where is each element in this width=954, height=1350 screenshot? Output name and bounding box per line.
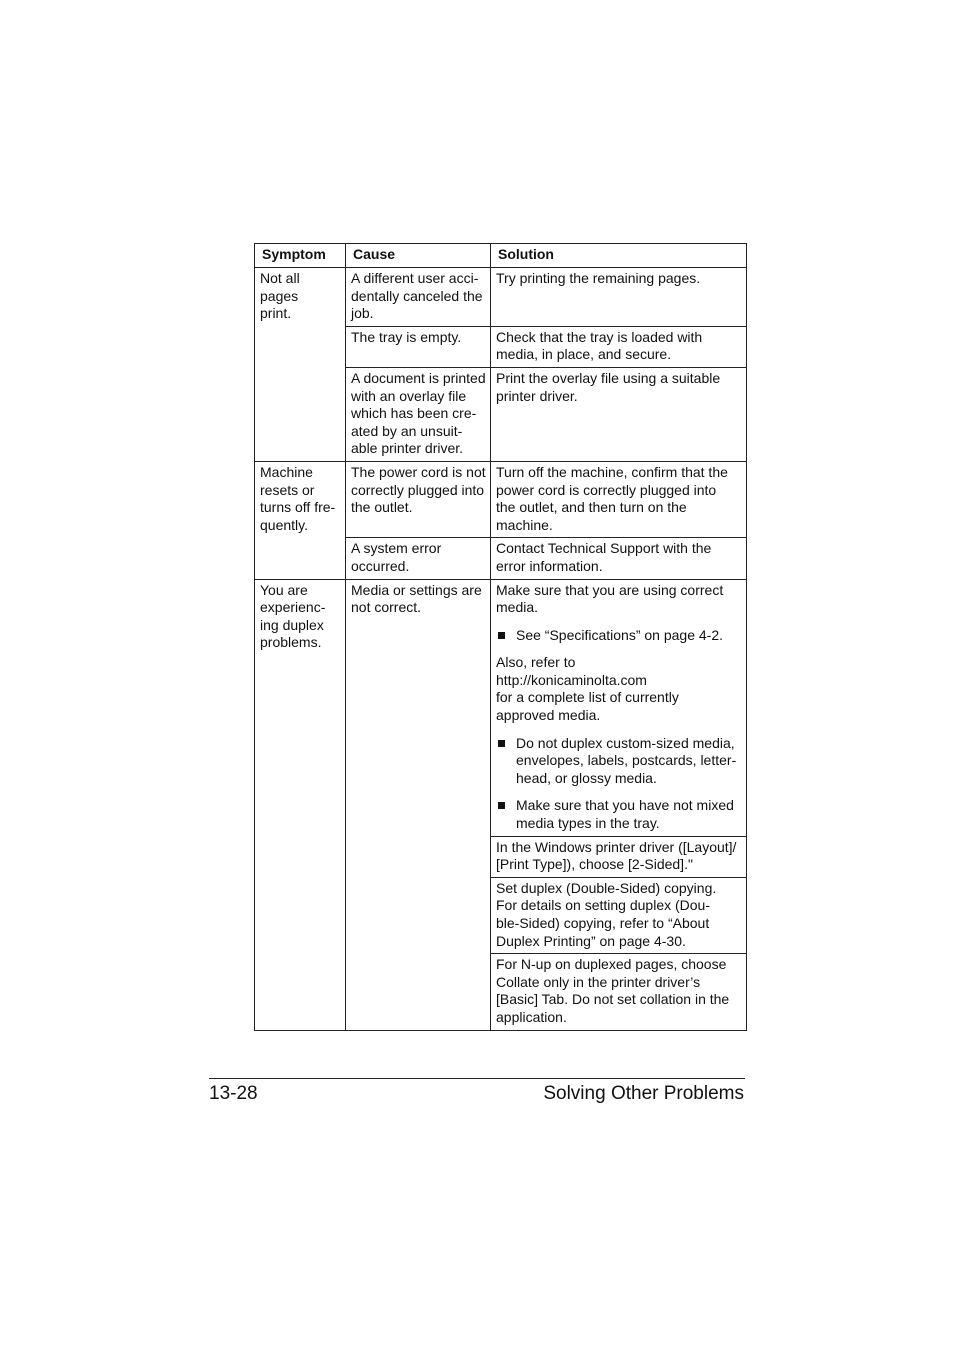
solution-line: For details on setting duplex (Dou- [496,897,710,914]
cause-line: ated by an unsuit- [351,422,463,439]
solution-line: media. [496,599,539,616]
header-cause: Cause [346,244,491,268]
solution-paragraph [496,540,742,575]
solution-line: media, in place, and secure. [496,346,672,363]
solution-paragraph [496,654,742,724]
solution-line: In the Windows printer driver ([Layout]/ [496,838,737,855]
bullet-line: Do not duplex custom-sized media, [516,734,735,751]
bullet-text [516,627,723,645]
cause-line: A different user acci- [351,270,479,286]
section-title: Solving Other Problems [543,1083,744,1104]
symptom-cell [255,579,346,1030]
solution-line: Make sure that you are using correct [496,581,724,598]
solution-paragraph [496,270,742,288]
symptom-cell [255,461,346,579]
solution-line: the outlet, and then turn on the [496,499,687,516]
bullet-line: envelopes, labels, postcards, letter- [516,752,737,769]
solution-paragraph [496,370,742,405]
cause-line: correctly plugged into [351,481,485,498]
solution-line: ble-Sided) copying, refer to “About [496,915,710,931]
solution-line: for a complete list of currently [496,689,679,706]
table-row [255,268,747,327]
bullet-item [496,735,742,788]
solution-paragraph [496,839,742,874]
solution-line: [Basic] Tab. Do not set collation in the [496,991,730,1008]
solution-line: application. [496,1008,567,1025]
square-bullet-icon [498,740,505,747]
bullet-item [496,627,742,645]
cause-line: with an overlay file [351,387,467,404]
solution-line: power cord is correctly plugged into [496,481,717,498]
bullet-text [516,797,734,832]
cause-cell [346,367,491,461]
solution-line: Set duplex (Double-Sided) copying. [496,879,717,896]
symptom-line: experienc- [260,599,326,616]
cause-cell [346,538,491,579]
solution-cell [491,836,747,877]
table-body [255,268,747,1031]
bullet-item [496,797,742,832]
header-solution: Solution [491,244,747,268]
cause-line: occurred. [351,557,410,574]
cause-line: A system error [351,540,442,557]
cause-cell [346,461,491,537]
symptom-line: turns off fre- [260,499,336,516]
solution-line: Check that the tray is loaded with [496,328,703,345]
symptom-line: Not all pages [260,270,300,304]
bullet-line: See “Specifications” on page 4-2. [516,626,724,643]
solution-paragraph [496,464,742,534]
symptom-line: Machine [260,463,313,480]
solution-cell [491,538,747,579]
solution-line: For N-up on duplexed pages, choose [496,956,727,973]
solution-line: Collate only in the printer driver’s [496,973,701,990]
cause-line: Media or settings are [351,581,482,598]
table-header-row [255,244,747,268]
square-bullet-icon [498,802,505,809]
solution-line: error information. [496,557,603,574]
solution-paragraph [496,329,742,364]
table-row [255,461,747,537]
symptom-line: problems. [260,634,322,651]
cause-line: the outlet. [351,499,413,516]
solution-line: Contact Technical Support with the [496,540,712,557]
square-bullet-icon [498,632,505,639]
symptom-line: ing duplex [260,616,324,633]
solution-cell [491,268,747,327]
cause-line: The power cord is not [351,463,486,480]
cause-cell [346,326,491,367]
bullet-line: media types in the tray. [516,815,660,832]
solution-line: Try printing the remaining pages. [496,270,701,286]
solution-line: Also, refer to [496,654,576,671]
bullet-text [516,735,736,788]
cause-cell [346,268,491,327]
solution-line: Duplex Printing” on page 4-30. [496,932,686,949]
header-symptom: Symptom [255,244,346,268]
page-number: 13-28 [209,1083,258,1104]
cause-line: able printer driver. [351,440,464,457]
solution-cell [491,579,747,836]
solution-line: [Print Type]), choose [2-Sided]." [496,856,693,873]
troubleshooting-table [254,243,747,1031]
cause-line: The tray is empty. [351,328,462,345]
solution-line: approved media. [496,707,601,724]
table-row [255,579,747,836]
cause-line: job. [351,305,374,322]
symptom-line: quently. [260,516,308,533]
symptom-line: print. [260,305,292,322]
solution-paragraph [496,956,742,1026]
bullet-line: Make sure that you have not mixed [516,797,734,814]
solution-line: Turn off the machine, confirm that the [496,463,728,480]
solution-paragraph [496,582,742,617]
symptom-line: resets or [260,481,315,498]
solution-line: machine. [496,516,553,533]
solution-line: http://konicaminolta.com [496,671,647,688]
solution-paragraph [496,880,742,950]
solution-cell [491,326,747,367]
cause-line: which has been cre- [351,405,477,422]
solution-cell [491,461,747,537]
solution-cell [491,954,747,1030]
footer-divider [209,1078,745,1079]
cause-line: A document is printed [351,369,486,386]
solution-line: Print the overlay file using a suitable [496,369,721,386]
symptom-line: You are [260,581,308,598]
symptom-cell [255,268,346,462]
cause-line: dentally canceled the [351,287,483,304]
solution-cell [491,367,747,461]
solution-line: printer driver. [496,387,578,404]
cause-line: not correct. [351,599,422,616]
solution-cell [491,877,747,953]
cause-cell [346,579,491,1030]
bullet-line: head, or glossy media. [516,769,657,786]
